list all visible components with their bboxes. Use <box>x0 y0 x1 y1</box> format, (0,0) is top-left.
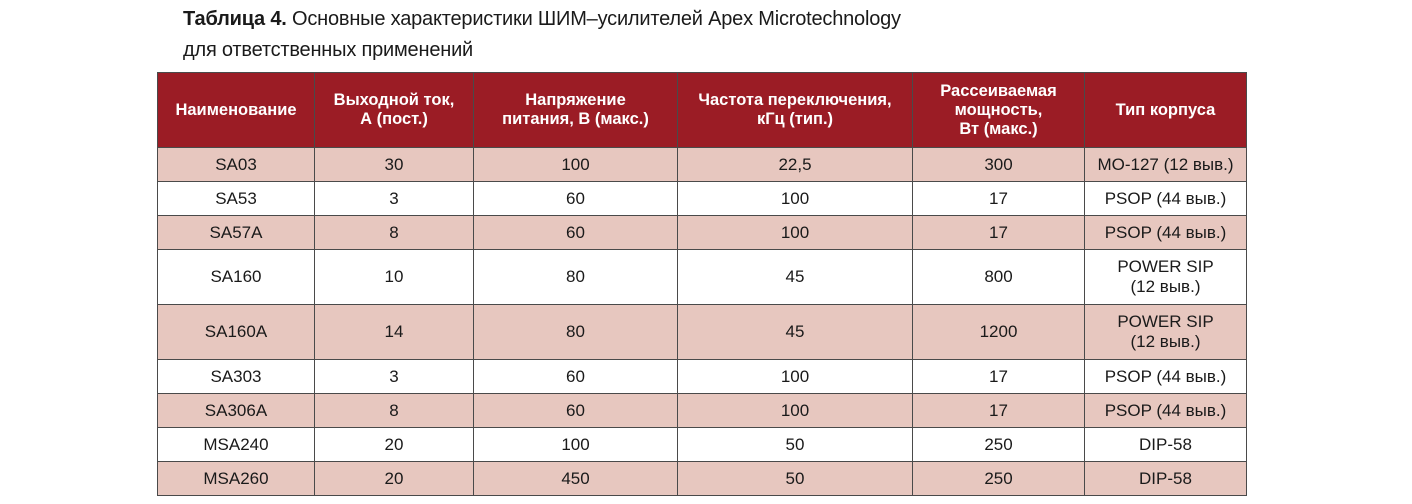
table-caption <box>183 4 1283 66</box>
header-line: Наименование <box>175 100 297 119</box>
cell-power-dissipation: 1200 <box>913 305 1085 360</box>
table-body <box>158 148 1247 496</box>
cell-switching-frequency: 100 <box>678 216 913 250</box>
cell-name: SA160A <box>158 305 315 360</box>
cell-supply-voltage: 60 <box>474 360 678 394</box>
caption-title: Основные характеристики ШИМ–усилителей Apex Microtechnology <box>291 8 901 30</box>
cell-output-current: 3 <box>315 182 474 216</box>
cell-output-current: 8 <box>315 216 474 250</box>
cell-name: SA03 <box>158 148 315 182</box>
cell-name: SA53 <box>158 182 315 216</box>
cell-output-current: 14 <box>315 305 474 360</box>
cell-supply-voltage: 450 <box>474 462 678 496</box>
header-line: кГц (тип.) <box>756 110 834 128</box>
header-line: Выходной ток, <box>333 91 455 109</box>
cell-power-dissipation: 17 <box>913 216 1085 250</box>
header-row <box>158 73 1247 148</box>
header-power-dissipation <box>913 73 1085 148</box>
header-output-current <box>315 73 474 148</box>
cell-supply-voltage: 80 <box>474 305 678 360</box>
cell-package-type: PSOP (44 выв.) <box>1085 182 1247 216</box>
cell-supply-voltage: 60 <box>474 182 678 216</box>
table-row <box>158 250 1247 305</box>
table-row <box>158 462 1247 496</box>
cell-package-type: POWER SIP (12 выв.) <box>1085 305 1247 360</box>
table-row <box>158 216 1247 250</box>
cell-supply-voltage: 100 <box>474 428 678 462</box>
header-name <box>158 73 315 148</box>
cell-supply-voltage: 80 <box>474 250 678 305</box>
cell-package-type: DIP-58 <box>1085 462 1247 496</box>
cell-output-current: 20 <box>315 428 474 462</box>
cell-package-type: PSOP (44 выв.) <box>1085 360 1247 394</box>
cell-name: SA306A <box>158 394 315 428</box>
header-line: Частота переключения, <box>698 91 892 109</box>
table-row <box>158 428 1247 462</box>
cell-output-current: 10 <box>315 250 474 305</box>
cell-name: SA160 <box>158 250 315 305</box>
caption-line-2: для ответственных применений <box>183 39 474 61</box>
cell-package-type: PSOP (44 выв.) <box>1085 216 1247 250</box>
cell-name: MSA240 <box>158 428 315 462</box>
cell-output-current: 3 <box>315 360 474 394</box>
header-line: Рассеиваемая <box>940 81 1057 100</box>
cell-name: MSA260 <box>158 462 315 496</box>
cell-power-dissipation: 250 <box>913 462 1085 496</box>
cell-switching-frequency: 100 <box>678 394 913 428</box>
header-line: Напряжение <box>525 91 626 109</box>
cell-supply-voltage: 60 <box>474 394 678 428</box>
table-row <box>158 148 1247 182</box>
caption-line-1 <box>183 4 1283 35</box>
cell-package-type: MO-127 (12 выв.) <box>1085 148 1247 182</box>
header-supply-voltage <box>474 73 678 148</box>
specs-table <box>157 72 1247 496</box>
header-package-type <box>1085 73 1247 148</box>
cell-switching-frequency: 100 <box>678 360 913 394</box>
header-line: питания, В (макс.) <box>502 110 649 128</box>
table-row <box>158 182 1247 216</box>
caption-label: Таблица 4. <box>183 8 287 30</box>
cell-power-dissipation: 300 <box>913 148 1085 182</box>
cell-power-dissipation: 17 <box>913 182 1085 216</box>
cell-power-dissipation: 250 <box>913 428 1085 462</box>
header-line: мощность, <box>954 100 1043 119</box>
table-header <box>158 73 1247 148</box>
header-line: Тип корпуса <box>1115 100 1216 119</box>
cell-power-dissipation: 17 <box>913 360 1085 394</box>
cell-package-type: POWER SIP (12 выв.) <box>1085 250 1247 305</box>
cell-power-dissipation: 17 <box>913 394 1085 428</box>
table-row <box>158 360 1247 394</box>
header-line: А (пост.) <box>360 110 428 128</box>
cell-switching-frequency: 45 <box>678 250 913 305</box>
cell-output-current: 20 <box>315 462 474 496</box>
cell-name: SA57A <box>158 216 315 250</box>
cell-package-type: DIP-58 <box>1085 428 1247 462</box>
cell-package-type: PSOP (44 выв.) <box>1085 394 1247 428</box>
cell-switching-frequency: 50 <box>678 462 913 496</box>
cell-supply-voltage: 60 <box>474 216 678 250</box>
table-row <box>158 305 1247 360</box>
cell-supply-voltage: 100 <box>474 148 678 182</box>
cell-switching-frequency: 50 <box>678 428 913 462</box>
cell-switching-frequency: 22,5 <box>678 148 913 182</box>
cell-output-current: 8 <box>315 394 474 428</box>
cell-name: SA303 <box>158 360 315 394</box>
cell-switching-frequency: 45 <box>678 305 913 360</box>
cell-power-dissipation: 800 <box>913 250 1085 305</box>
cell-switching-frequency: 100 <box>678 182 913 216</box>
cell-output-current: 30 <box>315 148 474 182</box>
header-line: Вт (макс.) <box>959 119 1038 138</box>
header-switching-frequency <box>678 73 913 148</box>
table-row <box>158 394 1247 428</box>
